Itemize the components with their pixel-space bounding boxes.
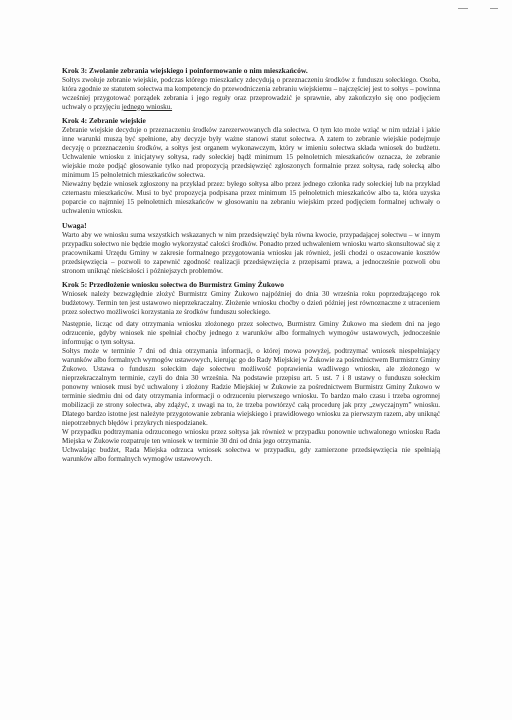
section-paragraph: W przypadku podtrzymania odrzuconego wniosku przez sołtysa jak również w przypadku ponownie uchwalonego wniosku Rada Miejska w Żukowie rozpatruje ten wniosek w terminie 30 dni od dnia jego otrzymania. — [62, 428, 440, 446]
scan-edge-mark — [458, 8, 468, 9]
section-krok-4 — [62, 116, 440, 216]
section-krok-5 — [62, 280, 440, 464]
scan-edge-mark — [490, 8, 498, 9]
paragraph-text: Sołtys zwołuje zebranie wiejskie, podczas którego mieszkańcy zdecydują o przeznaczeniu środków z funduszu sołeckiego. Osoba, która zgodnie ze statutem sołectwa ma kompetencje do przewodniczenia zebraniu wiejskiemu – najczęściej jest to sołtys – powinna wcześniej przygotować porządek zebrania i jego reguły oraz przeprowadzić je sprawnie, aby zakończyło się ono podjęciem uchwały o przyjęciu — [62, 75, 440, 111]
section-paragraph: Sołtys może w terminie 7 dni od dnia otrzymania informacji, o której mowa powyżej, podtrzymać wniosek niespełniający warunków albo formalnych wymogów ustawowych, kierując go do Rady Miejskiej w Żukowie za pośrednictwem Burmistrz Gminy Żukowo. Ustawa o funduszu sołeckim daje sołectwu możliwość poprawienia wadliwego wniosku, ale złożonego w nieprzekraczalnym terminie, czyli do dnia 30 września. Na podstawie przepisu art. 5 ust. 7 i 8 ustawy o funduszu sołeckim ponowny wniosek musi być uchwalony i złożony Radzie Miejskiej w Żukowie za pośrednictwem Burmistrz Gminy Żukowo w terminie siedmiu dni od daty otrzymania informacji o odrzuceniu pierwszego wniosku. To bardzo mało czasu i trzeba ogromnej mobilizacji ze strony sołectwa, aby zdążyć, z uwagi na to, że trzeba powtórzyć całą procedurę jak przy „zwyczajnym” wniosku. Dlatego bardzo istotne jest należyte przygotowanie zebrania wiejskiego i prawidłowego wniosku za pierwszym razem, aby uniknąć niepotrzebnych błędów i przykrych niespodzianek. — [62, 346, 440, 428]
section-paragraph: Nieważny będzie wniosek zgłoszony na przykład przez: byłego sołtysa albo przez jednego członka rady sołeckiej lub na przykład czternastu mieszkańców. Musi to być propozycja podpisana przez minimum 15 pełnoletnich mieszkańców albo ta, która uzyska poparcie co najmniej 15 pełnoletnich mieszkańców w głosowaniu na zebraniu wiejskim przed podjęciem formalnej uchwały o uchwaleniu wniosku. — [62, 180, 440, 216]
section-paragraph: Zebranie wiejskie decyduje o przeznaczeniu środków zarezerwowanych dla sołectwa. O tym kto może wziąć w nim udział i jakie inne warunki muszą być spełnione, aby decyzje były ważne stanowi statut sołectwa. A zatem to zebranie wiejskie podejmuje decyzję o przeznaczeniu środków, a sołtys jest organem wykonawczym, który w imieniu sołectwa składa wniosek do budżetu. Uchwalenie wniosku z inicjatywy sołtysa, rady sołeckiej bądź minimum 15 pełnoletnich mieszkańców oznacza, że zebranie wiejskie może podjąć głosowanie tylko nad propozycją przedsięwzięć zgłoszonych formalnie przez sołtysa, radę sołecką albo minimum 15 pełnoletnich mieszkańców sołectwa. — [62, 125, 440, 180]
section-heading: Krok 3: Zwolanie zebrania wiejskiego i poinformowanie o nim mieszkańców. — [62, 66, 308, 75]
document-body — [62, 66, 440, 469]
section-krok-3 — [62, 66, 440, 112]
section-paragraph — [62, 76, 440, 112]
section-paragraph: Wniosek należy bezwzględnie złożyć Burmistrz Gminy Żukowo najpóźniej do dnia 30 września roku poprzedzającego rok budżetowy. Termin ten jest ustawowo nieprzekraczalny. Złożenie wniosku choćby o dzień później jest równoznaczne z utraceniem przez sołectwo możliwości korzystania ze środków funduszu sołeckiego. — [62, 290, 440, 317]
underlined-text: jednego wniosku. — [121, 102, 173, 111]
section-paragraph: Warto aby we wniosku suma wszystkich wskazanych w nim przedsięwzięć była równa kwocie, przypadającej sołectwu – w innym przypadku sołectwo nie będzie mogło wykorzystać całości środków. Ponadto przed uchwaleniem wniosku warto skonsultować się z pracownikami Urzędu Gminy w zakresie formalnego przygotowania wniosku jak również, jeśli chodzi o oszacowanie kosztów przedsięwzięcia – pozwoli to zapewnić zgodność realizacji przedsięwzięcia z przepisami prawa, a jednocześnie pozwoli obu stronom uniknąć nieścisłości i późniejszych problemów. — [62, 230, 440, 275]
section-heading: Uwaga! — [62, 221, 87, 231]
section-uwaga — [62, 221, 440, 276]
section-heading: Krok 4: Zebranie wiejskie — [62, 116, 146, 126]
section-heading: Krok 5: Przedłożenie wniosku sołectwa do Burmistrz Gminy Żukowo — [62, 280, 284, 290]
section-paragraph: Uchwalając budżet, Rada Miejska odrzuca wniosek sołectwa w przypadku, gdy zamierzone przedsięwzięcia nie spełniają warunków albo formalnych wymogów ustawowych. — [62, 446, 440, 464]
section-paragraph: Następnie, licząc od daty otrzymania wniosku złożonego przez sołectwo, Burmistrz Gminy Żukowo ma siedem dni na jego odrzucenie, gdyby wniosek nie spełniał choćby jednego z warunków albo formalnych wymogów ustawowych, jednocześnie informując o tym sołtysa. — [62, 319, 440, 346]
